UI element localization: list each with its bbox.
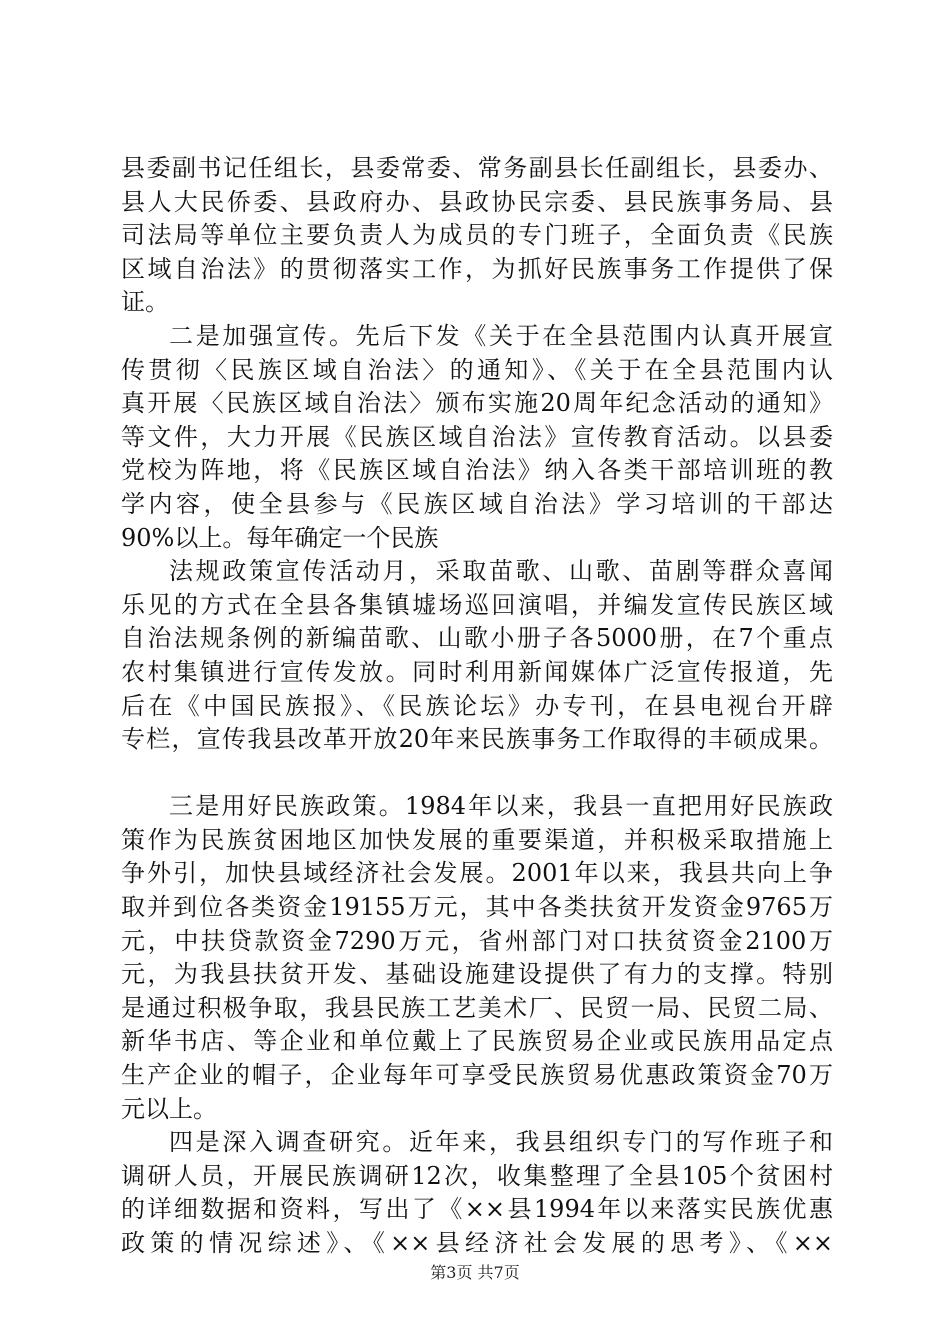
- text-line: 区域自治法》的贯彻落实工作，为抓好民族事务工作提供了保: [121, 254, 833, 283]
- text-line: 农村集镇进行宣传发放。同时利用新闻媒体广泛宣传报道，先: [121, 657, 833, 686]
- text-line: 真开展〈民族区域自治法〉颁布实施20周年纪念活动的通知》: [121, 389, 833, 418]
- paragraph-start-line: 四是深入调查研究。近年来，我县组织专门的写作班子和: [169, 1128, 833, 1157]
- paragraph-start-line: 三是用好民族政策。1984年以来，我县一直把用好民族政: [169, 792, 833, 821]
- text-line: 是通过积极争取，我县民族工艺美术厂、民贸一局、民贸二局、: [121, 993, 833, 1022]
- text-line: 争外引，加快县域经济社会发展。2001年以来，我县共向上争: [121, 859, 833, 888]
- text-line: 党校为阵地，将《民族区域自治法》纳入各类干部培训班的教: [121, 456, 833, 485]
- page-number-footer: 第3页 共7页: [430, 1263, 520, 1282]
- text-line: 传贯彻〈民族区域自治法〉的通知》、《关于在全县范围内认: [121, 355, 833, 384]
- text-line: 证。: [121, 288, 169, 317]
- text-line: 调研人员，开展民族调研12次，收集整理了全县105个贫困村: [121, 1161, 833, 1190]
- text-line: 司法局等单位主要负责人为成员的专门班子，全面负责《民族: [121, 221, 833, 250]
- text-line: 元，为我县扶贫开发、基础设施建设提供了有力的支撑。特别: [121, 960, 833, 989]
- text-line: 元，中扶贷款资金7290万元，省州部门对口扶贫资金2100万: [121, 926, 833, 955]
- text-line: 政策的情况综述》、《××县经济社会发展的思考》、《××: [121, 1229, 833, 1257]
- text-line: 等文件，大力开展《民族区域自治法》宣传教育活动。以县委: [121, 422, 833, 451]
- paragraph-start-line: 法规政策宣传活动月，采取苗歌、山歌、苗剧等群众喜闻: [169, 557, 833, 586]
- text-line: 新华书店、等企业和单位戴上了民族贸易企业或民族用品定点: [121, 1027, 833, 1056]
- text-line: 自治法规条例的新编苗歌、山歌小册子各5000册，在7个重点: [121, 624, 833, 653]
- text-line: 元以上。: [121, 1094, 217, 1123]
- text-line: 的详细数据和资料，写出了《××县1994年以来落实民族优惠: [121, 1195, 833, 1224]
- text-line: 学内容，使全县参与《民族区域自治法》学习培训的干部达: [121, 489, 833, 518]
- text-line: 策作为民族贫困地区加快发展的重要渠道，并积极采取措施上: [121, 825, 833, 854]
- paragraph-spacer: [121, 757, 833, 791]
- text-line: 后在《中国民族报》、《民族论坛》办专刊，在县电视台开辟: [121, 691, 833, 720]
- text-line: 专栏，宣传我县改革开放20年来民族事务工作取得的丰硕成果。: [121, 725, 833, 754]
- paragraph-start-line: 二是加强宣传。先后下发《关于在全县范围内认真开展宣: [169, 321, 833, 350]
- text-line: 县委副书记任组长，县委常委、常务副县长任副组长，县委办、: [121, 154, 833, 182]
- text-line: 县人大民侨委、县政府办、县政协民宗委、县民族事务局、县: [121, 187, 833, 216]
- text-line: 乐见的方式在全县各集镇墟场巡回演唱，并编发宣传民族区域: [121, 590, 833, 619]
- text-line: 取并到位各类资金19155万元，其中各类扶贫开发资金9765万: [121, 893, 833, 922]
- text-line: 90%以上。每年确定一个民族: [121, 523, 439, 552]
- document-body: [121, 152, 833, 1261]
- text-line: 生产企业的帽子，企业每年可享受民族贸易优惠政策资金70万: [121, 1061, 833, 1090]
